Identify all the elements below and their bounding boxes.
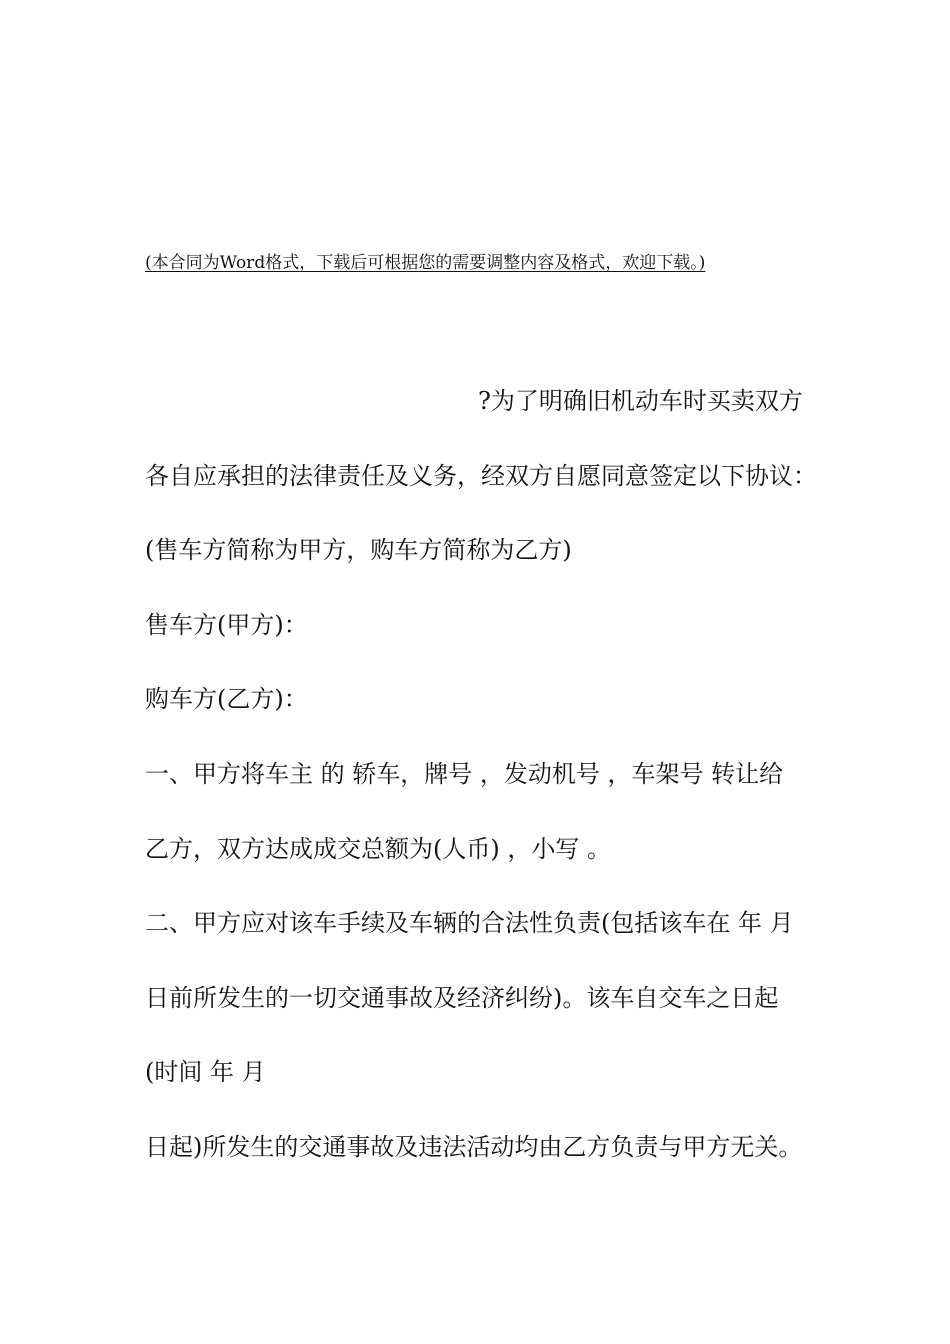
clause-2-line-4: 日起)所发生的交通事故及违法活动均由乙方负责与甲方无关。: [145, 1133, 803, 1161]
clause-2-line-2: 日前所发生的一切交通事故及经济纠纷)。该车自交车之日起: [145, 984, 779, 1012]
intro-line-1: ?为了明确旧机动车时买卖双方: [478, 387, 803, 415]
clause-1-line-1: 一、甲方将车主 的 轿车，牌号 ，发动机号 ，车架号 转让给: [145, 760, 784, 788]
seller-line: 售车方(甲方)：: [145, 611, 308, 639]
clause-2-line-3: (时间 年 月: [145, 1058, 266, 1086]
clause-1-line-2: 乙方，双方达成成交总额为(人币) ，小写 。: [145, 835, 611, 863]
party-abbreviation-line: (售车方简称为甲方，购车方简称为乙方): [145, 536, 572, 564]
format-note: (本合同为Word格式，下载后可根据您的需要调整内容及格式，欢迎下载。): [145, 253, 706, 273]
buyer-line: 购车方(乙方)：: [145, 685, 308, 713]
intro-line-2: 各自应承担的法律责任及义务，经双方自愿同意签定以下协议：: [145, 462, 817, 490]
clause-2-line-1: 二、甲方应对该车手续及车辆的合法性负责(包括该车在 年 月: [145, 909, 794, 937]
